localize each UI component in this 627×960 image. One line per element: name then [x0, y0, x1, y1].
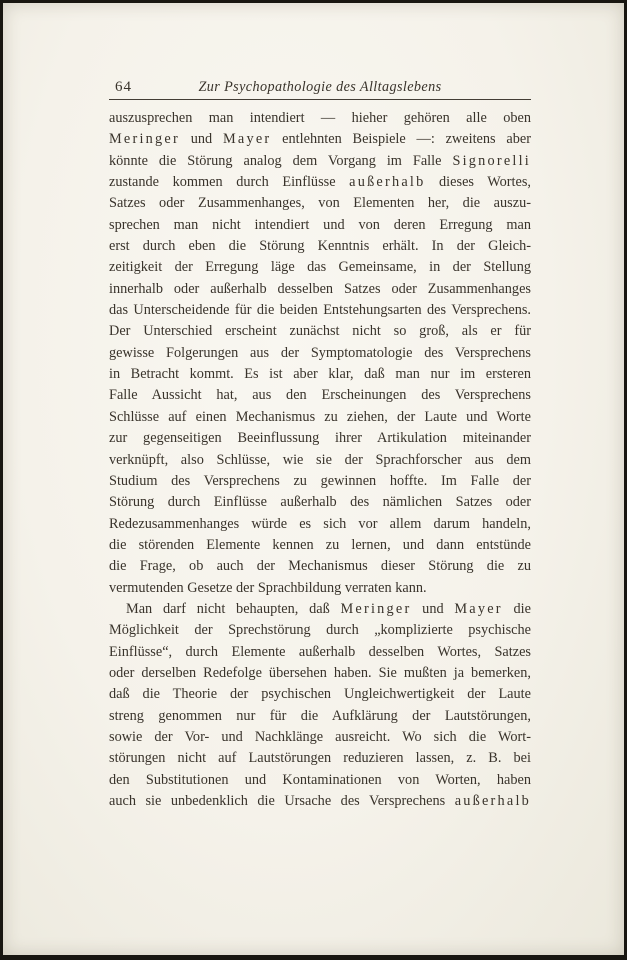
text-segment: und: [411, 600, 455, 617]
text-line: [109, 300, 531, 321]
text-segment: sowie der Vor- und Nachklänge ausreicht. Wo sich die Wort-: [109, 728, 531, 745]
text-segment: Studium des Versprechens zu gewinnen hoffte. Im Falle der: [109, 472, 531, 489]
text-line: [109, 471, 531, 492]
text-line: [109, 642, 531, 663]
text-line: [109, 514, 531, 535]
text-segment: Redezusammenhanges würde es sich vor allem darum handeln,: [109, 515, 531, 532]
text-line: [109, 770, 531, 791]
text-line: [109, 578, 531, 599]
text-segment: in Betracht kommt. Es ist aber klar, daß man nur im ersteren: [109, 366, 531, 383]
text-line: [109, 535, 531, 556]
text-line: [109, 599, 531, 620]
text-line: [109, 108, 531, 129]
page-number: 64: [115, 79, 132, 95]
text-segment: sprechen man nicht intendiert und von deren Erregung man: [109, 216, 531, 233]
paragraph: [109, 108, 531, 599]
text-line: [109, 727, 531, 748]
text-line: [109, 428, 531, 449]
letterspaced-term: Mayer: [454, 600, 503, 617]
text-segment: die störenden Elemente kennen zu lernen, und dann entstünde: [109, 536, 531, 553]
text-segment: das Unterscheidende für die beiden Entstehungsarten des Versprechens.: [109, 302, 531, 319]
text-segment: Schlüsse auf einen Mechanismus zu ziehen, der Laute und Worte: [109, 408, 531, 425]
text-segment: Möglichkeit der Sprechstörung durch „komplizierte psychische: [109, 622, 531, 639]
text-segment: vermutenden Gesetze der Sprachbildung verraten kann.: [109, 579, 427, 596]
text-line: [109, 172, 531, 193]
text-segment: daß die Theorie der psychischen Ungleichwertigkeit der Laute: [109, 686, 531, 703]
letterspaced-term: Meringer: [109, 131, 180, 148]
text-segment: könnte die Störung analog dem Vorgang im Falle: [109, 152, 453, 169]
letterspaced-term: außerhalb: [454, 793, 531, 809]
text-line: [109, 407, 531, 428]
scanned-book-page: [3, 3, 624, 955]
text-line: [109, 684, 531, 705]
text-line: [109, 791, 531, 812]
text-line: [109, 620, 531, 641]
text-segment: auch sie unbedenklich die Ursache des Versprechens: [109, 793, 455, 809]
text-segment: entlehnten Beispiele —: zweitens aber: [271, 131, 532, 148]
text-segment: verknüpft, also Schlüsse, wie sie der Sprachforscher aus dem: [109, 451, 531, 468]
letterspaced-term: außerhalb: [349, 174, 426, 191]
text-segment: gewisse Folgerungen aus der Symptomatologie des Versprechens: [109, 344, 531, 361]
letterspaced-term: Mayer: [222, 131, 272, 148]
text-segment: den Substitutionen und Kontaminationen von Worten, haben: [109, 771, 531, 788]
text-line: [109, 129, 531, 150]
text-line: [109, 321, 531, 342]
text-segment: innerhalb oder außerhalb desselben Satzes oder Zusammenhanges: [109, 280, 531, 297]
page-header: [109, 75, 531, 98]
text-segment: Satzes oder Zusammenhanges, von Elementen her, die auszu-: [109, 195, 531, 212]
text-line: [109, 364, 531, 385]
text-segment: Falle Aussicht hat, aus den Erscheinungen des Versprechens: [109, 387, 531, 404]
text-line: [109, 257, 531, 278]
text-segment: die: [502, 600, 531, 617]
text-segment: die Frage, ob auch der Mechanismus dieser Störung die zu: [109, 558, 531, 575]
text-line: [109, 556, 531, 577]
text-segment: Man darf nicht behaupten, daß: [126, 600, 341, 617]
text-line: [109, 279, 531, 300]
text-segment: dieses Wortes,: [425, 174, 532, 191]
letterspaced-term: Meringer: [340, 600, 412, 617]
text-line: [109, 492, 531, 513]
letterspaced-term: Signorelli: [452, 152, 531, 169]
text-segment: Einflüsse“, durch Elemente außerhalb desselben Wortes, Satzes: [109, 643, 531, 660]
text-line: [109, 663, 531, 684]
text-segment: zustande kommen durch Einflüsse: [109, 174, 350, 191]
text-line: [109, 343, 531, 364]
text-line: [109, 385, 531, 406]
text-segment: störungen nicht auf Lautstörungen reduzieren lassen, z. B. bei: [109, 750, 531, 767]
header-rule: [109, 99, 531, 100]
text-line: [109, 706, 531, 727]
text-line: [109, 748, 531, 769]
text-segment: oder derselben Redefolge übersehen haben. Sie mußten ja bemerken,: [109, 664, 531, 681]
text-segment: erst durch eben die Störung Kenntnis erhält. In der Gleich-: [109, 238, 531, 255]
paragraph: [109, 599, 531, 812]
text-segment: auszusprechen man intendiert — hieher gehören alle oben: [109, 110, 531, 126]
text-body: [109, 108, 531, 812]
text-segment: zeitigkeit der Erregung läge das Gemeinsame, in der Stellung: [109, 259, 531, 276]
text-line: [109, 236, 531, 257]
text-segment: zur gegenseitigen Beeinflussung ihrer Artikulation miteinander: [109, 430, 531, 447]
text-segment: Störung durch Einflüsse außerhalb des nämlichen Satzes oder: [109, 494, 531, 511]
text-segment: Der Unterschied erscheint zunächst nicht so groß, als er für: [109, 323, 531, 340]
text-line: [109, 151, 531, 172]
text-line: [109, 193, 531, 214]
text-segment: und: [179, 131, 223, 148]
running-title: Zur Psychopathologie des Alltagslebens: [198, 79, 442, 95]
text-segment: streng genommen nur für die Aufklärung der Lautstörungen,: [109, 707, 531, 724]
text-line: [109, 215, 531, 236]
text-line: [109, 450, 531, 471]
